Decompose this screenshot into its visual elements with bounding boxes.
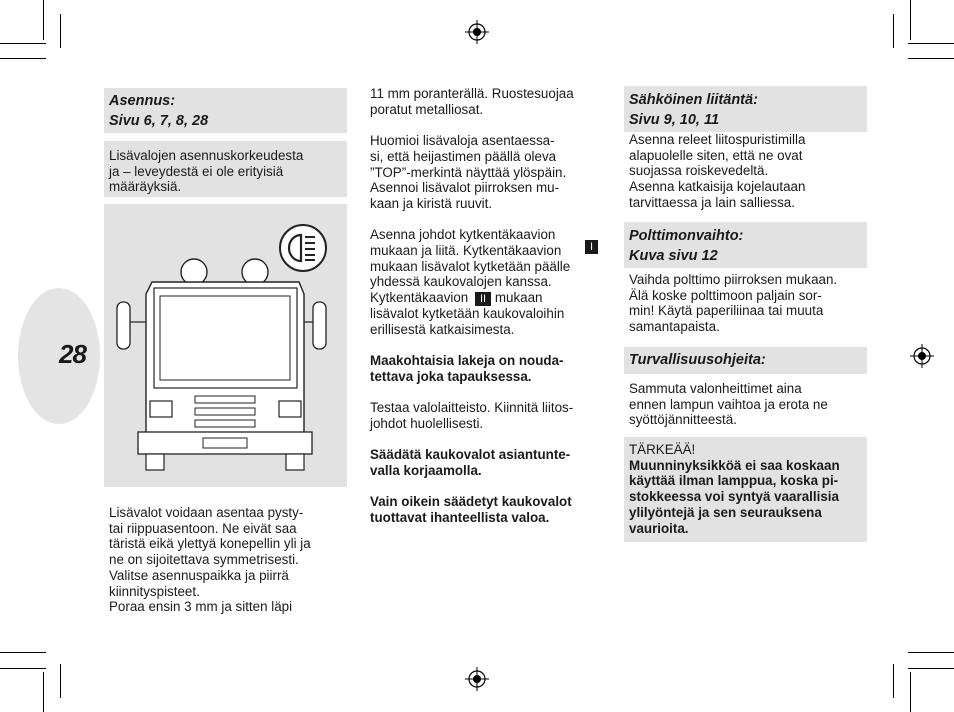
text-line: Sammuta valonheittimet aina: [629, 381, 802, 396]
crop-mark: [43, 0, 44, 40]
text-line: tuottavat ihanteellista valoa.: [370, 510, 550, 526]
text-line: poratut metalliosat.: [370, 101, 484, 117]
installation-text: [109, 505, 354, 615]
text-line: syöttöjännitteestä.: [629, 412, 737, 428]
warning-line: Muunninyksikköä ei saa koskaan: [629, 457, 840, 473]
section-heading-installation: [104, 88, 347, 133]
section-heading-bulb-change: [624, 222, 867, 268]
text-line: tai riippuasentoon. Ne eivät saa: [109, 520, 297, 536]
crop-mark: [893, 14, 894, 48]
crop-mark: [0, 668, 46, 669]
text-line: [370, 227, 615, 243]
note-box: [104, 141, 347, 197]
heading-line: Polttimonvaihto:: [629, 228, 744, 244]
note-line: määräyksiä.: [109, 179, 182, 195]
text-line: Vaihda polttimo piirroksen mukaan.: [629, 272, 838, 287]
text-fragment: mukaan: [494, 290, 543, 306]
warning-line: vaurioita.: [629, 520, 689, 536]
text-line: 11 mm poranterällä. Ruostesuojaa: [370, 86, 574, 101]
column-2-text: [370, 86, 615, 526]
text-line: suojassa roiskevedeltä.: [629, 163, 769, 179]
text-line: Maakohtaisia lakeja on nouda-: [370, 353, 564, 369]
text-line: Vain oikein säädetyt kaukovalot: [370, 494, 572, 510]
text-line: ”TOP”-merkintä näyttää ylöspäin.: [370, 164, 567, 180]
heading-line: Sähköinen liitäntä:: [629, 92, 758, 108]
text-line: min! Käytä paperiliinaa tai muuta: [629, 303, 824, 319]
crop-mark: [43, 672, 44, 712]
heading-line: Turvallisuusohjeita:: [629, 352, 766, 368]
crop-mark: [0, 43, 46, 44]
text-line: Säädätä kaukovalot asiantunte-: [370, 447, 571, 463]
note-line: Lisävalojen asennuskorkeudesta: [109, 148, 304, 163]
diagram-badge-II: II: [475, 292, 491, 306]
registration-mark-icon: [465, 667, 489, 691]
text-line: si, että heijastimen päällä oleva: [370, 148, 557, 164]
section-heading-electrical: [624, 86, 867, 132]
text-line: mukaan ja liitä. Kytkentäkaavion: [370, 243, 562, 258]
text-line: tarvittaessa ja lain salliessa.: [629, 194, 795, 210]
text-line: Huomioi lisävaloja asentaessa-: [370, 133, 555, 149]
crop-mark: [893, 664, 894, 698]
registration-mark-icon: [465, 20, 489, 44]
crop-mark: [908, 652, 954, 653]
crop-mark: [908, 668, 954, 669]
warning-line: stokkeessa voi syntyä vaarallisia: [629, 489, 839, 505]
registration-mark-icon: [910, 344, 934, 368]
crop-mark: [910, 672, 911, 712]
crop-mark: [60, 664, 61, 698]
page-number: 28: [59, 339, 86, 369]
text-line: Testaa valolaitteisto. Kiinnitä liitos-: [370, 400, 574, 416]
heading-line: Asennus:: [109, 93, 176, 109]
crop-mark: [60, 14, 61, 48]
text-line: Poraa ensin 3 mm ja sitten läpi: [109, 599, 293, 615]
high-beam-headlight-icon: [280, 225, 326, 271]
text-line: Asenna katkaisija kojelautaan: [629, 179, 806, 195]
text-line: Älä koske polttimoon paljain sor-: [629, 287, 822, 303]
text-fragment: Asenna johdot kytkentäkaavion: [370, 227, 556, 243]
safety-text: [629, 381, 869, 428]
text-line: samantapaista.: [629, 319, 720, 335]
text-line: yhdessä kaukovalojen kanssa.: [370, 274, 552, 290]
text-line: alapuolelle siten, että ne ovat: [629, 147, 803, 163]
truck-illustration: [104, 204, 347, 487]
warning-box: [624, 437, 867, 542]
heading-line: Sivu 6, 7, 8, 28: [109, 113, 209, 129]
truck-front-icon: [104, 204, 347, 487]
warning-line: käyttää ilman lamppua, koska pi-: [629, 473, 839, 489]
text-line: ennen lampun vaihtoa ja erota ne: [629, 396, 828, 412]
text-line: kiinnityspisteet.: [109, 583, 200, 599]
text-line: ne on sijoitettava symmetrisesti.: [109, 552, 299, 568]
electrical-text: [629, 132, 869, 211]
text-line: Lisävalot voidaan asentaa pysty-: [109, 505, 304, 520]
text-fragment: Kytkentäkaavion: [370, 290, 469, 306]
text-line: Asenna releet liitospuristimilla: [629, 132, 806, 147]
crop-mark: [0, 652, 46, 653]
warning-line: ylilyöntejä ja sen seurauksena: [629, 504, 822, 520]
note-line: ja – leveydestä ei ole erityisiä: [109, 163, 284, 179]
crop-mark: [0, 58, 46, 59]
text-line: tettava joka tapauksessa.: [370, 368, 532, 384]
text-line: johdot huolellisesti.: [370, 416, 484, 431]
heading-line: Sivu 9, 10, 11: [629, 112, 720, 128]
text-line: [370, 290, 615, 306]
bulb-change-text: [629, 272, 869, 335]
text-line: kaan ja kiristä ruuvit.: [370, 195, 493, 211]
crop-mark: [910, 0, 911, 40]
heading-line: Kuva sivu 12: [629, 248, 718, 264]
text-line: täristä eikä ylettyä konepellin yli ja: [109, 536, 311, 552]
text-line: erillisestä katkaisimesta.: [370, 321, 515, 337]
text-line: Asennoi lisävalot piirroksen mu-: [370, 180, 560, 196]
text-line: mukaan lisävalot kytketään päälle: [370, 258, 571, 274]
crop-mark: [908, 58, 954, 59]
section-heading-safety: [624, 347, 867, 374]
text-line: lisävalot kytketään kaukovaloihin: [370, 306, 565, 322]
text-line: valla korjaamolla.: [370, 463, 482, 479]
diagram-badge-I: I: [585, 240, 598, 254]
crop-mark: [908, 43, 954, 44]
warning-title: TÄRKEÄÄ!: [629, 442, 696, 457]
text-line: Valitse asennuspaikka ja piirrä: [109, 567, 289, 583]
